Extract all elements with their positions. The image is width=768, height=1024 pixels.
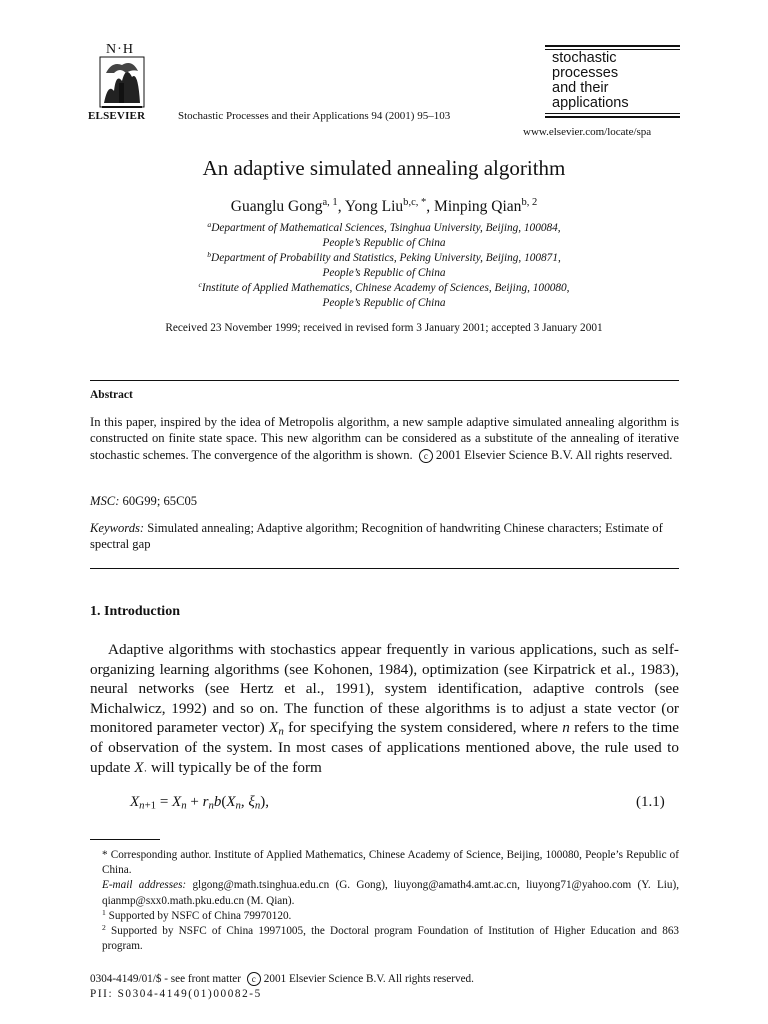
affiliation-line: Department of Probability and Statistics, Peking University, Beijing, 100871, — [211, 252, 561, 264]
affiliation-line: Institute of Applied Mathematics, Chinese Academy of Sciences, Beijing, 100080, — [201, 282, 570, 294]
paragraph-text: Adaptive algorithms with stochastics appear frequently in various applications, such as self-organizing learning algorithms (see Kohonen, 1984), optimization (see Kirpatrick et al., 1983), neural networks (see Hertz et al., 1991), system identification, adaptive controls (see Michalwicz, 1992) and so on. The function of these algorithms is to adjust a state vector (or monitored parameter vector) — [90, 641, 679, 737]
email-label: E-mail addresses: — [102, 879, 187, 892]
abstract-copyright: 2001 Elsevier Science B.V. All rights reserved. — [435, 447, 673, 462]
footnote-emails — [90, 878, 679, 908]
affiliation-mark: c — [198, 279, 202, 289]
author-marks: b, 2 — [521, 197, 538, 209]
author-name: Guanglu Gong — [230, 198, 323, 215]
issn-line: 0304-4149/01/$ - see front matter — [90, 973, 241, 985]
front-copyright: 2001 Elsevier Science B.V. All rights reserved. — [263, 973, 474, 985]
footnote-2 — [90, 924, 679, 954]
journal-citation: Stochastic Processes and their Applications 94 (2001) 95–103 — [178, 110, 451, 122]
affiliation-line: People’s Republic of China — [322, 297, 446, 309]
copyright-icon: c — [419, 449, 433, 463]
paragraph-text: will typically be of the form — [147, 758, 322, 776]
author-name: Minping Qian — [434, 198, 522, 215]
affiliation-line: People’s Republic of China — [322, 237, 446, 249]
footnote-text: Supported by NSFC of China 19971005, the Doctoral program Foundation of Institution of Higher Education and 863 program. — [102, 925, 680, 953]
author-marks: a, 1 — [322, 197, 338, 209]
affiliation-mark: a — [207, 219, 212, 229]
copyright-icon: c — [247, 972, 261, 986]
footnotes — [90, 848, 679, 954]
abstract-body — [90, 414, 679, 463]
divider — [90, 568, 679, 569]
journal-url-link[interactable]: www.elsevier.com/locate/spa — [523, 126, 652, 138]
affiliation — [0, 251, 768, 281]
publisher-mark: N·H — [106, 42, 134, 57]
section-heading: 1. Introduction — [90, 604, 180, 619]
affiliation — [0, 281, 768, 311]
footnote-corresponding: * Corresponding author. Institute of Applied Mathematics, Chinese Academy of Science, Beijing, 100080, People’s Republic of China. — [102, 849, 679, 877]
msc-label: MSC: — [90, 494, 120, 508]
author-list — [0, 198, 768, 216]
author-separator: , — [426, 198, 435, 215]
journal-title-box — [545, 45, 680, 118]
msc-value: 60G99; 65C05 — [122, 494, 198, 508]
affiliation-mark: b — [207, 249, 212, 259]
paragraph-text: refers to the time of observation of the system. In most cases of applications mentioned above, the rule used to update — [90, 719, 679, 776]
affiliation-line: People’s Republic of China — [322, 267, 446, 279]
paragraph-text: for specifying the system considered, where — [283, 719, 563, 737]
equation-number: (1.1) — [636, 794, 665, 810]
keywords — [90, 520, 679, 553]
keywords-label: Keywords: — [90, 521, 145, 535]
author-separator: , — [337, 198, 345, 215]
math-symbol: X — [134, 758, 144, 776]
abstract-text: In this paper, inspired by the idea of Metropolis algorithm, a new sample adaptive simulated annealing algorithm is constructed on finite state space. This new algorithm can be considered as a substitute of the annealing of iterative stochastic schemes. The convergence of the algorithm is shown. — [90, 415, 679, 462]
affiliation-line: Department of Mathematical Sciences, Tsinghua University, Beijing, 100084, — [211, 222, 561, 234]
math-symbol: X — [269, 719, 279, 737]
divider — [90, 380, 679, 381]
footnote-mark: 2 — [102, 922, 106, 932]
keywords-value: Simulated annealing; Adaptive algorithm; Recognition of handwriting Chinese characters; Estimate of spectral gap — [90, 521, 663, 552]
front-matter — [90, 972, 474, 986]
footnote-1 — [90, 909, 679, 924]
journal-box-line: and their — [552, 80, 609, 96]
pii: PII: S0304-4149(01)00082-5 — [90, 988, 262, 1000]
math-subscript: · — [143, 765, 148, 778]
journal-box-line: stochastic — [552, 50, 617, 66]
equation: $X_{n+1} = X_n + r_nb(X_n$, $\xi_n$), — [130, 794, 270, 812]
affiliation — [0, 221, 768, 251]
footnote-text: Supported by NSFC of China 79970120. — [108, 909, 292, 922]
footnote-mark: 1 — [102, 907, 106, 917]
journal-box-line: processes — [552, 65, 619, 81]
author-name: Yong Liu — [344, 198, 404, 215]
journal-box-line: applications — [552, 95, 629, 111]
publisher-name: ELSEVIER — [88, 110, 146, 122]
abstract-heading: Abstract — [90, 389, 133, 401]
elsevier-tree-logo-icon — [92, 43, 152, 119]
introduction-paragraph — [90, 640, 679, 777]
author-marks: b,c, * — [403, 197, 427, 209]
received-dates: Received 23 November 1999; received in revised form 3 January 2001; accepted 3 January 2001 — [165, 322, 603, 334]
math-symbol: n — [562, 719, 570, 737]
math-subscript: n — [278, 726, 284, 739]
email-addresses[interactable]: glgong@math.tsinghua.edu.cn (G. Gong), liuyong@amath4.amt.ac.cn, liuyong71@yahoo.com (Y. Liu), qianmp@sxx0.math.pku.edu.cn (M. Qian). — [102, 879, 680, 907]
article-title: An adaptive simulated annealing algorithm — [202, 156, 566, 180]
msc-codes — [90, 494, 197, 509]
footnote-rule — [90, 839, 160, 840]
